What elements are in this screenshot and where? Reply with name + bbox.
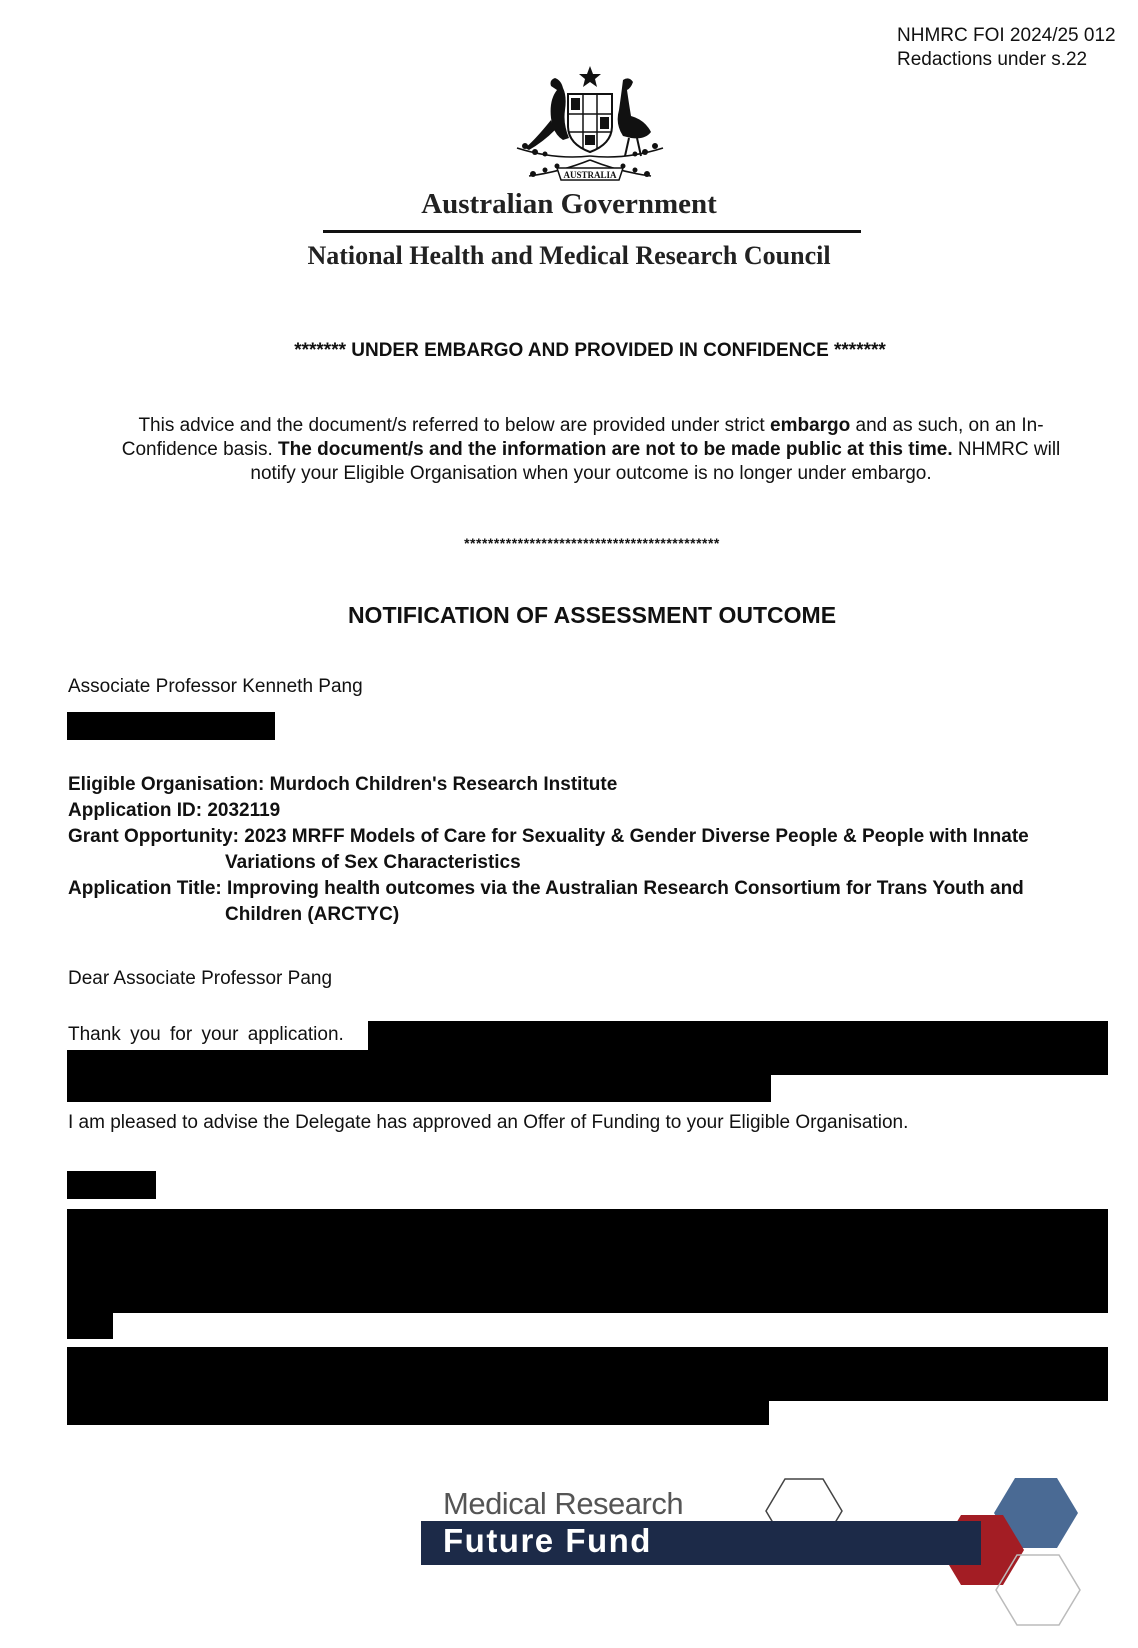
redaction-block	[67, 1347, 1108, 1401]
separator-line: *******************************************	[464, 535, 720, 551]
advice-text-2: and as such, on an In-Confidence basis.	[121, 415, 1044, 460]
advice-text-3: NHMRC will notify your Eligible Organisation when your outcome is no longer under embargo.	[250, 439, 1061, 484]
grant-opportunity-continued: Variations of Sex Characteristics	[225, 852, 521, 873]
recipient-name: Associate Professor Kenneth Pang	[68, 676, 363, 697]
government-title: Australian Government	[421, 188, 717, 220]
redaction-block	[67, 1313, 113, 1339]
thanks-text: Thank you for your application.	[68, 1024, 344, 1045]
crest-scroll-text: AUSTRALIA	[563, 170, 617, 180]
application-id: Application ID: 2032119	[68, 800, 281, 821]
advice-text-1: This advice and the document/s referred to below are provided under strict	[138, 415, 770, 436]
redaction-block	[67, 1209, 1108, 1313]
advice-bold-not-public: The document/s and the information are not to be made public at this time.	[278, 439, 953, 460]
foi-redaction-note: Redactions under s.22	[897, 49, 1088, 70]
agency-name: National Health and Medical Research Council	[307, 241, 831, 270]
embargo-heading: ******* UNDER EMBARGO AND PROVIDED IN CONFIDENCE *******	[294, 340, 886, 361]
approval-text: I am pleased to advise the Delegate has approved an Offer of Funding to your Eligible Organisation.	[68, 1112, 909, 1133]
mrff-logo-line1: Medical Research	[443, 1486, 684, 1521]
advice-bold-embargo: embargo	[770, 415, 851, 436]
embargo-advice	[100, 414, 1082, 486]
letterhead-divider	[323, 230, 861, 233]
salutation: Dear Associate Professor Pang	[68, 968, 333, 989]
redaction-block	[67, 1050, 771, 1102]
redaction-block	[67, 1395, 769, 1425]
coat-of-arms-icon	[505, 64, 675, 192]
application-title-continued: Children (ARCTYC)	[225, 904, 400, 925]
redaction-block	[67, 712, 275, 740]
foi-reference-number: NHMRC FOI 2024/25 012	[897, 25, 1116, 46]
notification-title: NOTIFICATION OF ASSESSMENT OUTCOME	[347, 602, 837, 628]
application-details	[68, 772, 1088, 928]
mrff-logo-line2: Future Fund	[443, 1522, 652, 1559]
eligible-organisation: Eligible Organisation: Murdoch Children's Research Institute	[68, 774, 618, 795]
grant-opportunity: Grant Opportunity: 2023 MRFF Models of Care for Sexuality & Gender Diverse People & People with Innate	[68, 826, 1029, 847]
foi-reference	[897, 24, 1116, 72]
application-title: Application Title: Improving health outcomes via the Australian Research Consortium for Trans Youth and	[68, 878, 1024, 899]
redaction-block	[67, 1171, 156, 1199]
